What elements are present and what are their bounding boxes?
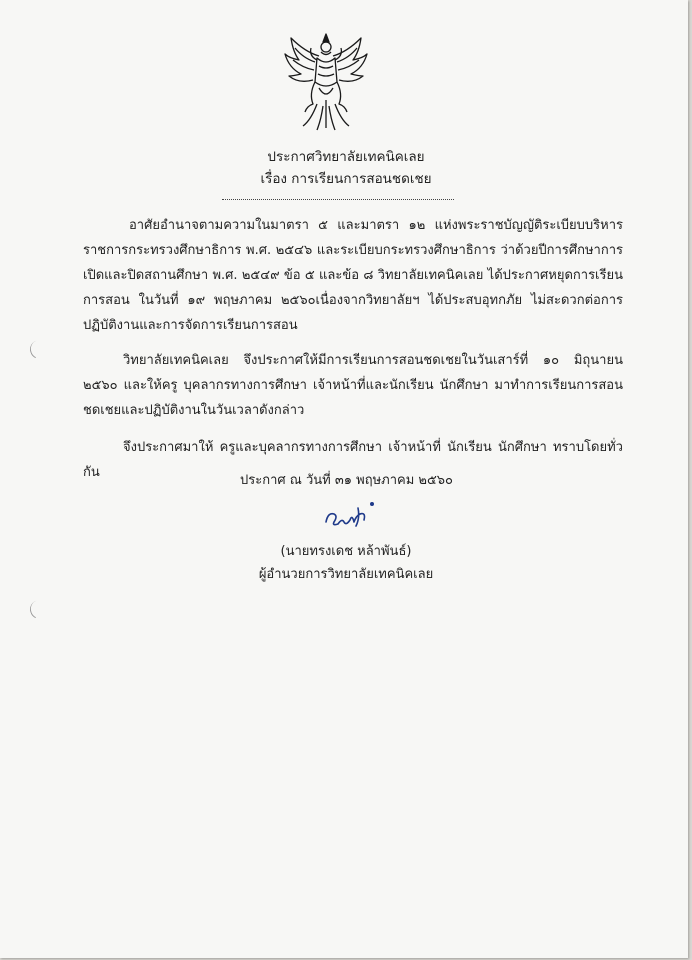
signer-name: (นายทรงเดช หล้าพันธ์) — [280, 544, 412, 559]
garuda-emblem-icon — [283, 30, 369, 132]
paragraph-2: วิทยาลัยเทคนิคเลย จึงประกาศให้มีการเรียนการสอนชดเชยในวันเสาร์ที่ ๑๐ มิถุนายน ๒๕๖๐ และให้ครู บุคลากรทางการศึกษา เจ้าหน้าที่และนักเรียน นักศึกษา มาทำการเรียนการสอนชดเชยและปฏิบัติงานในวันเวลาดังกล่าว — [83, 353, 623, 418]
paragraph-1: อาศัยอำนาจตามความในมาตรา ๕ และมาตรา ๑๒ แห่งพระราชบัญญัติระเบียบบริหารราชการกระทรวงศึกษาธิการ พ.ศ. ๒๕๔๖ และระเบียบกระทรวงศึกษาธิการ ว่าด้วยปีการศึกษาการเปิดและปิดสถานศึกษา พ.ศ. ๒๕๔๙ ข้อ ๕ และข้อ ๘ วิทยาลัยเทคนิคเลย ได้ประกาศหยุดการเรียนการสอน ในวันที่ ๑๙ พฤษภาคม ๒๕๖๐เนื่องจากวิทยาลัยฯ ได้ประสบอุทกภัย ไม่สะดวกต่อการปฏิบัติงานและการจัดการเรียนการสอน — [83, 218, 623, 333]
divider — [222, 199, 454, 200]
announcement-subject: เรื่อง การเรียนการสอนชดเชย — [260, 171, 432, 187]
date-line: ประกาศ ณ วันที่ ๓๑ พฤษภาคม ๒๕๖๐ — [240, 473, 453, 488]
punch-hole-mark — [27, 597, 51, 621]
signature — [320, 500, 380, 532]
paragraph-3: จึงประกาศมาให้ ครูและบุคลากรทางการศึกษา เจ้าหน้าที่ นักเรียน นักศึกษา ทราบโดยทั่วกัน — [83, 440, 623, 480]
signer-position: ผู้อำนวยการวิทยาลัยเทคนิคเลย — [258, 567, 434, 582]
punch-hole-mark — [27, 337, 51, 361]
announcement-title: ประกาศวิทยาลัยเทคนิคเลย — [267, 149, 425, 165]
